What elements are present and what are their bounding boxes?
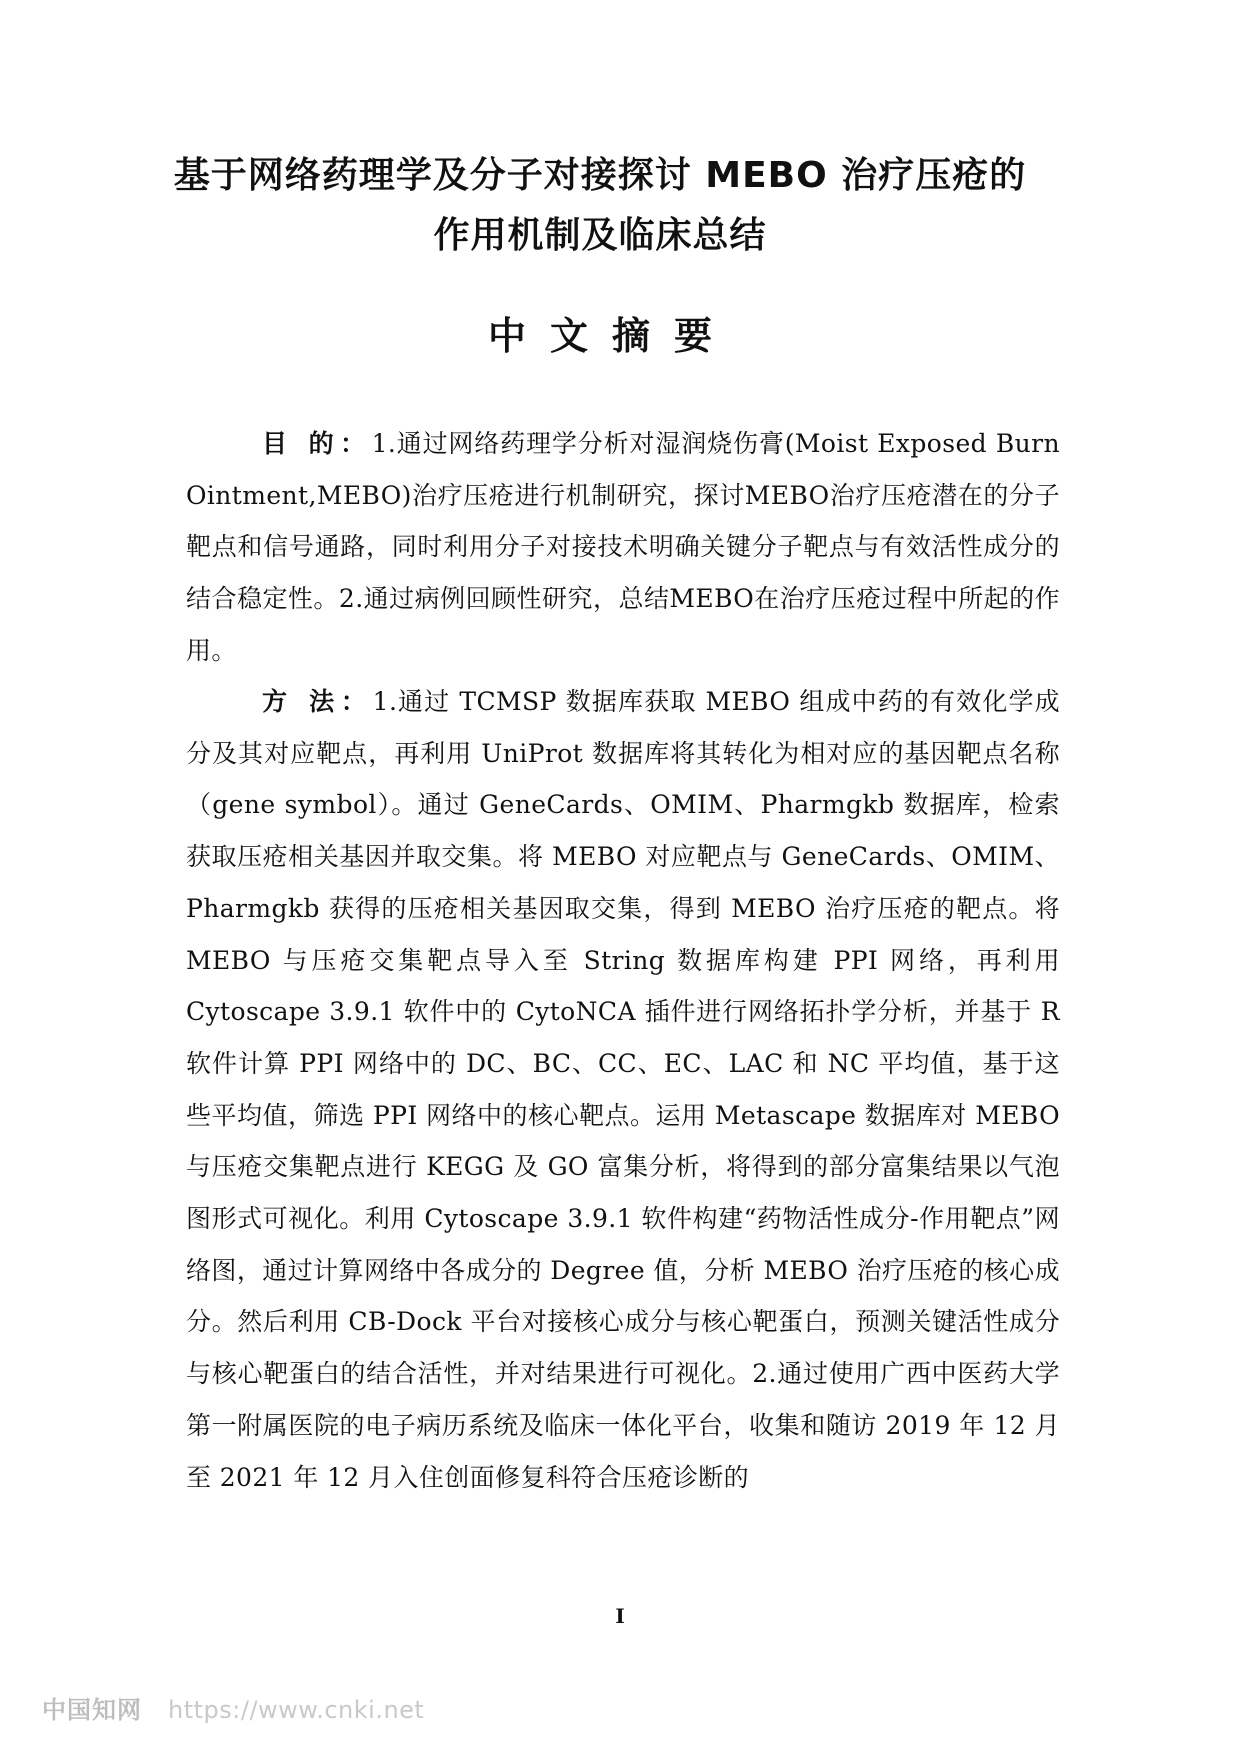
methods-paragraph bbox=[186, 676, 1060, 1503]
purpose-label: 目 的： bbox=[262, 429, 372, 458]
cnki-logo-text: 中国知网 bbox=[42, 1696, 142, 1724]
section-heading: 中文摘要 bbox=[487, 314, 736, 358]
page-number: I bbox=[615, 1604, 625, 1628]
methods-label: 方 法： bbox=[262, 687, 373, 716]
document-title-line-1: 基于网络药理学及分子对接探讨 MEBO 治疗压疮的 bbox=[173, 155, 1027, 196]
purpose-text: 1.通过网络药理学分析对湿润烧伤膏(Moist Exposed Burn Ointment,MEBO)治疗压疮进行机制研究，探讨MEBO治疗压疮潜在的分子靶点和信号通路，同时利用分子对接技术明确关键分子靶点与有效活性成分的结合稳定性。2.通过病例回顾性研究，总结MEBO在治疗压疮过程中所起的作用。 bbox=[186, 429, 1060, 665]
methods-text: 1.通过 TCMSP 数据库获取 MEBO 组成中药的有效化学成分及其对应靶点，再利用 UniProt 数据库将其转化为相对应的基因靶点名称（gene symbol）。通过 GeneCards、OMIM、Pharmgkb 数据库，检索获取压疮相关基因并取交集。将 MEBO 对应靶点与 GeneCards、OMIM、Pharmgkb 获得的压疮相关基因取交集，得到 MEBO 治疗压疮的靶点。将 MEBO 与压疮交集靶点导入至 String 数据库构建 PPI 网络，再利用 Cytoscape 3.9.1 软件中的 CytoNCA 插件进行网络拓扑学分析，并基于 R 软件计算 PPI 网络中的 DC、BC、CC、EC、LAC 和 NC 平均值，基于这些平均值，筛选 PPI 网络中的核心靶点。运用 Metascape 数据库对 MEBO 与压疮交集靶点进行 KEGG 及 GO 富集分析，将得到的部分富集结果以气泡图形式可视化。利用 Cytoscape 3.9.1 软件构建“药物活性成分-作用靶点”网络图，通过计算网络中各成分的 Degree 值，分析 MEBO 治疗压疮的核心成分。然后利用 CB-Dock 平台对接核心成分与核心靶蛋白，预测关键活性成分与核心靶蛋白的结合活性，并对结果进行可视化。2.通过使用广西中医药大学第一附属医院的电子病历系统及临床一体化平台，收集和随访 2019 年 12 月至 2021 年 12 月入住创面修复科符合压疮诊断的 bbox=[186, 687, 1060, 1492]
cnki-url: https://www.cnki.net bbox=[168, 1696, 425, 1724]
cnki-watermark bbox=[42, 1690, 424, 1725]
purpose-paragraph bbox=[186, 418, 1060, 677]
document-title-line-2: 作用机制及临床总结 bbox=[433, 215, 767, 256]
